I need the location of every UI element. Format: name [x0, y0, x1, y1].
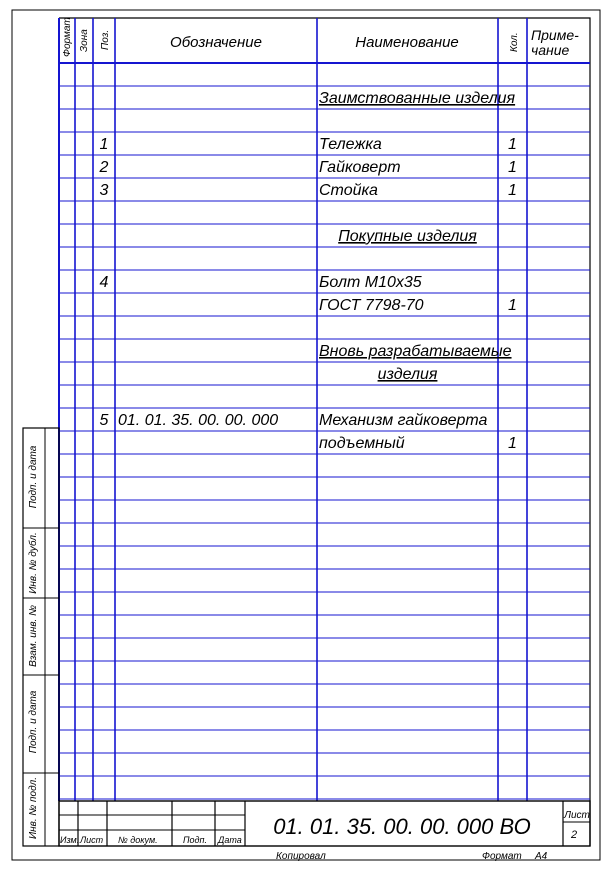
row-pos: 2 [99, 159, 109, 176]
col-label-signature: Подп. [183, 835, 207, 845]
row-qty: 1 [508, 159, 517, 176]
footer-format-value: А4 [535, 851, 548, 862]
row-name: Заимствованные изделия [319, 90, 516, 107]
footer-format-label: Формат [482, 851, 522, 862]
row-name: изделия [377, 366, 438, 383]
row-name: Покупные изделия [338, 228, 477, 245]
sheet-label: Лист [564, 810, 590, 821]
row-name: Механизм гайковерта [319, 412, 488, 429]
col-label-sheet: Лист [80, 835, 104, 845]
row-name: Гайковерт [319, 159, 401, 176]
header-qty: Кол. [509, 32, 520, 52]
side-label-orig-inv: Инв. № подл. [28, 776, 39, 840]
header-designation: Обозначение [170, 34, 262, 51]
row-name: Стойка [319, 182, 378, 199]
row-qty: 1 [508, 136, 517, 153]
header-zone: Зона [79, 29, 90, 52]
side-label-sign-date-1: Подп. и дата [28, 445, 39, 509]
title-block [59, 801, 590, 846]
row-qty: 1 [508, 297, 517, 314]
row-name: Вновь разрабатываемые [319, 343, 512, 360]
col-label-doc-number: № докум. [118, 835, 158, 845]
row-pos: 3 [99, 182, 109, 199]
header-note-line2: чание [531, 42, 570, 58]
row-designation: 01. 01. 35. 00. 00. 000 [118, 412, 279, 429]
header-name: Наименование [355, 34, 459, 51]
row-name: ГОСТ 7798-70 [319, 297, 424, 314]
row-pos: 4 [99, 274, 109, 291]
table-rows [99, 90, 517, 452]
header-format: Формат [62, 17, 73, 57]
side-label-sign-date-2: Подп. и дата [28, 690, 39, 754]
sheet-number: 2 [571, 829, 578, 841]
document-code: 01. 01. 35. 00. 00. 000 ВО [273, 814, 531, 839]
side-label-dup-inv: Инв. № дубл. [28, 532, 39, 594]
col-label-change: Изм. [60, 835, 80, 845]
footer-copied: Копировал [276, 851, 326, 862]
col-label-date: Дата [218, 835, 242, 845]
row-qty: 1 [508, 435, 517, 452]
row-name: Болт М10х35 [319, 274, 422, 291]
row-qty: 1 [508, 182, 517, 199]
side-label-repl-inv: Взам. инв. № [28, 605, 39, 667]
table-header [62, 17, 579, 58]
row-name: подъемный [319, 435, 405, 452]
header-note-line1: Приме- [531, 27, 579, 43]
row-pos: 1 [99, 136, 109, 153]
row-name: Тележка [319, 136, 382, 153]
row-pos: 5 [99, 412, 109, 429]
header-pos: Поз. [100, 29, 111, 50]
side-stamp [23, 428, 59, 846]
